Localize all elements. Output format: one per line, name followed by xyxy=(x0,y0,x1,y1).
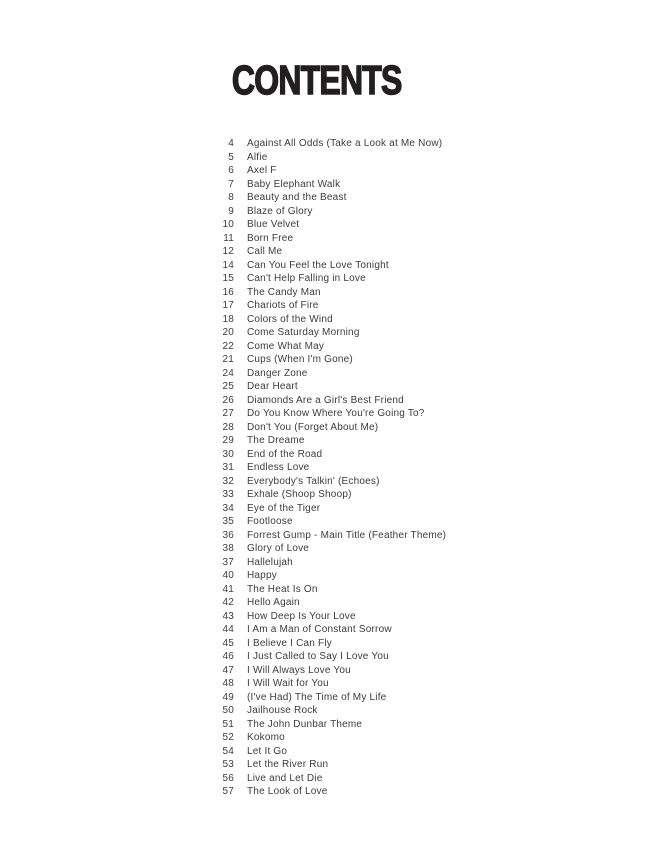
toc-row xyxy=(204,529,446,543)
toc-row xyxy=(204,623,446,637)
toc-row xyxy=(204,704,446,718)
toc-page-number: 18 xyxy=(222,313,234,325)
page-title-container xyxy=(0,57,634,103)
toc-row xyxy=(204,475,446,489)
toc-page-number: 36 xyxy=(222,529,234,541)
toc-page-number: 32 xyxy=(222,475,234,487)
toc-song-title: I Just Called to Say I Love You xyxy=(247,651,389,662)
toc-page-number: 5 xyxy=(228,151,234,163)
toc-song-title: Happy xyxy=(247,570,277,581)
toc-song-title: I Will Always Love You xyxy=(247,664,351,676)
toc-row xyxy=(204,731,446,745)
toc-row xyxy=(204,718,446,732)
toc-row xyxy=(204,785,446,799)
toc-page-number: 30 xyxy=(222,448,234,460)
toc-page-number: 40 xyxy=(222,570,234,581)
page-title: CONTENTS xyxy=(232,57,402,103)
toc-row xyxy=(204,596,446,610)
toc-row xyxy=(204,164,446,178)
toc-song-title: How Deep Is Your Love xyxy=(247,610,356,622)
toc-page-number: 21 xyxy=(222,354,234,365)
toc-song-title: Alfie xyxy=(247,151,268,163)
toc-song-title: Glory of Love xyxy=(247,543,310,554)
toc-page-number: 50 xyxy=(222,705,234,716)
toc-row xyxy=(204,542,446,556)
toc-song-title: Jailhouse Rock xyxy=(247,705,318,716)
toc-row xyxy=(204,421,446,435)
toc-song-title: Axel F xyxy=(247,165,277,176)
toc-song-title: Blaze of Glory xyxy=(247,205,313,217)
toc-page-number: 56 xyxy=(222,772,234,784)
toc-page-number: 11 xyxy=(223,232,234,244)
toc-song-title: Call Me xyxy=(247,246,283,257)
toc-row xyxy=(204,407,446,421)
toc-song-title: The John Dunbar Theme xyxy=(247,718,363,730)
toc-song-title: Kokomo xyxy=(247,732,285,743)
toc-song-title: Endless Love xyxy=(247,462,310,473)
toc-song-title: Dear Heart xyxy=(247,381,298,392)
toc-song-title: Footloose xyxy=(247,516,293,527)
toc-song-title: Danger Zone xyxy=(247,367,308,379)
toc-song-title: Hallelujah xyxy=(247,556,293,568)
toc-page-number: 45 xyxy=(222,637,234,649)
toc-row xyxy=(204,191,446,205)
toc-page-number: 35 xyxy=(222,516,234,527)
toc-page-number: 15 xyxy=(222,273,234,284)
toc-song-title: The Heat Is On xyxy=(247,583,318,595)
toc-song-title: Cups (When I'm Gone) xyxy=(247,354,353,365)
toc-page-number: 9 xyxy=(228,205,234,217)
toc-song-title: Live and Let Die xyxy=(247,772,323,784)
toc-page-number: 33 xyxy=(222,489,234,500)
toc-row xyxy=(204,434,446,448)
toc-row xyxy=(204,313,446,327)
toc-page-number: 54 xyxy=(222,745,234,757)
toc-song-title: Against All Odds (Take a Look at Me Now) xyxy=(247,138,443,149)
toc-song-title: Can't Help Falling in Love xyxy=(247,273,366,284)
toc-page-number: 28 xyxy=(222,421,234,433)
toc-row xyxy=(204,353,446,367)
toc-page-number: 16 xyxy=(222,286,234,298)
toc-row xyxy=(204,299,446,313)
toc-row xyxy=(204,178,446,192)
toc-page-number: 49 xyxy=(222,691,234,703)
toc-page-number: 51 xyxy=(222,718,234,730)
toc-row xyxy=(204,245,446,259)
toc-song-title: Diamonds Are a Girl's Best Friend xyxy=(247,394,404,406)
toc-page-number: 24 xyxy=(222,367,234,379)
toc-row xyxy=(204,664,446,678)
toc-page-number: 57 xyxy=(222,786,234,797)
toc-page-number: 47 xyxy=(222,664,234,676)
toc-row xyxy=(204,650,446,664)
toc-song-title: (I've Had) The Time of My Life xyxy=(247,691,387,703)
toc-row xyxy=(204,380,446,394)
toc-page-number: 44 xyxy=(222,624,234,635)
toc-song-title: I Will Wait for You xyxy=(247,678,329,689)
toc-song-title: Hello Again xyxy=(247,597,300,608)
toc-song-title: Let the River Run xyxy=(247,759,329,770)
toc-page-number: 43 xyxy=(222,610,234,622)
toc-row xyxy=(204,610,446,624)
toc-page-number: 48 xyxy=(222,678,234,689)
toc-page-number: 29 xyxy=(222,435,234,446)
toc-song-title: Born Free xyxy=(247,232,294,244)
toc-row xyxy=(204,637,446,651)
toc-song-title: I Am a Man of Constant Sorrow xyxy=(247,624,392,635)
toc-page-number: 26 xyxy=(222,394,234,406)
toc-song-title: Eye of the Tiger xyxy=(247,502,321,514)
toc-row xyxy=(204,137,446,151)
toc-row xyxy=(204,461,446,475)
toc-page-number: 10 xyxy=(222,219,234,230)
toc-page-number: 52 xyxy=(222,732,234,743)
toc-row xyxy=(204,677,446,691)
toc-song-title: Let It Go xyxy=(247,745,288,757)
toc-song-title: Chariots of Fire xyxy=(247,300,319,311)
toc-page-number: 41 xyxy=(222,583,234,595)
toc-page-number: 25 xyxy=(222,381,234,392)
toc-row xyxy=(204,205,446,219)
toc-song-title: Can You Feel the Love Tonight xyxy=(247,259,389,271)
toc-page-number: 53 xyxy=(222,759,234,770)
toc-song-title: The Candy Man xyxy=(247,286,321,298)
toc-song-title: Exhale (Shoop Shoop) xyxy=(247,489,352,500)
toc-page-number: 37 xyxy=(222,556,234,568)
toc-row xyxy=(204,340,446,354)
toc-row xyxy=(204,259,446,273)
toc-song-title: Come What May xyxy=(247,340,325,352)
toc-song-title: Come Saturday Morning xyxy=(247,327,360,338)
toc-page-number: 38 xyxy=(222,543,234,554)
toc-page-number: 27 xyxy=(222,408,234,419)
toc-song-title: I Believe I Can Fly xyxy=(247,637,332,649)
toc-row xyxy=(204,691,446,705)
toc-page-number: 4 xyxy=(228,138,234,149)
toc-page-number: 22 xyxy=(222,340,234,352)
toc-page-number: 34 xyxy=(222,502,234,514)
toc-page-number: 20 xyxy=(222,327,234,338)
toc-song-title: Baby Elephant Walk xyxy=(247,178,341,190)
toc-song-title: Do You Know Where You're Going To? xyxy=(247,408,425,419)
toc-page-number: 14 xyxy=(222,259,234,271)
toc-song-title: Everybody's Talkin' (Echoes) xyxy=(247,475,380,487)
toc-page-number: 46 xyxy=(222,651,234,662)
toc-page-number: 7 xyxy=(228,178,234,190)
toc-row xyxy=(204,758,446,772)
toc-song-title: Blue Velvet xyxy=(247,219,300,230)
toc-row xyxy=(204,272,446,286)
toc-row xyxy=(204,556,446,570)
toc-row xyxy=(204,218,446,232)
toc-row xyxy=(204,583,446,597)
toc-row xyxy=(204,488,446,502)
toc-row xyxy=(204,502,446,516)
toc-row xyxy=(204,151,446,165)
toc-row xyxy=(204,326,446,340)
toc-song-title: End of the Road xyxy=(247,448,323,460)
toc-row xyxy=(204,232,446,246)
toc-row xyxy=(204,745,446,759)
toc-page-number: 8 xyxy=(228,192,234,203)
toc-list xyxy=(204,137,446,799)
toc-song-title: Beauty and the Beast xyxy=(247,192,347,203)
toc-row xyxy=(204,367,446,381)
toc-song-title: Colors of the Wind xyxy=(247,313,333,325)
toc-row xyxy=(204,515,446,529)
toc-song-title: Don't You (Forget About Me) xyxy=(247,421,379,433)
toc-row xyxy=(204,448,446,462)
toc-page-number: 12 xyxy=(222,246,234,257)
toc-song-title: The Look of Love xyxy=(247,786,328,797)
toc-row xyxy=(204,772,446,786)
toc-row xyxy=(204,394,446,408)
toc-song-title: Forrest Gump - Main Title (Feather Theme) xyxy=(247,529,447,541)
toc-row xyxy=(204,286,446,300)
toc-row xyxy=(204,569,446,583)
toc-song-title: The Dreame xyxy=(247,435,305,446)
toc-page-number: 31 xyxy=(222,462,234,473)
toc-page-number: 17 xyxy=(222,300,234,311)
toc-page-number: 6 xyxy=(228,165,234,176)
toc-page-number: 42 xyxy=(222,597,234,608)
